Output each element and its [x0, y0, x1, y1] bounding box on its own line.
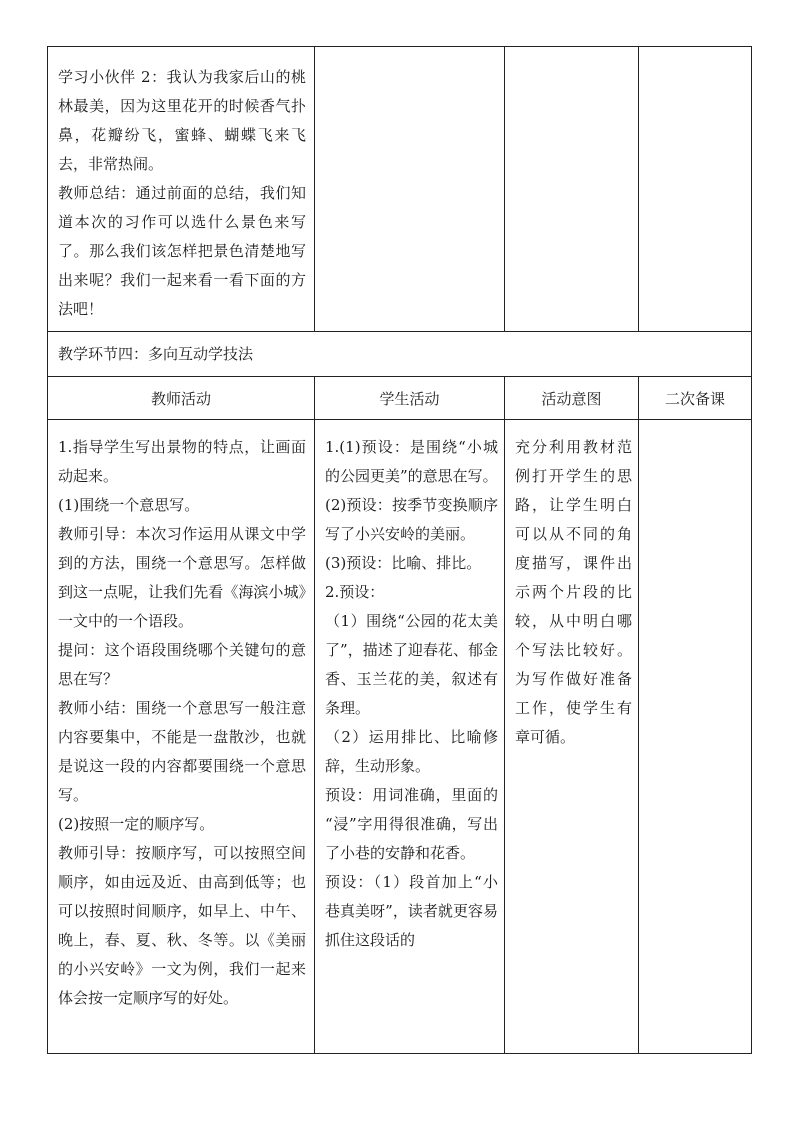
top-intent-cell [505, 47, 639, 332]
top-teacher-paragraph: 教师总结：通过前面的总结，我们知道本次的习作可以选什么景色来写了。那么我们该怎样把景色清楚地写出来呢？我们一起来看一看下面的方法吧！ [58, 184, 306, 318]
main-student-paragraph: （1）围绕“公园的花太美了”，描述了迎春花、郁金香、玉兰花的美，叙述有条理。 [325, 612, 498, 717]
main-teacher-paragraph: 提问：这个语段围绕哪个关键句的意思在写？ [58, 641, 306, 688]
main-student-paragraph: 2.预设： [325, 583, 385, 601]
main-row [48, 420, 752, 1054]
main-student-paragraph: （2）运用排比、比喻修辞，生动形象。 [325, 728, 498, 775]
main-student-cell [315, 420, 505, 1054]
main-student-paragraph: 预设：用词准确，里面的 “浸”字用得很准确，写出了小巷的安静和花香。 [325, 786, 498, 862]
header-activity-intent: 活动意图 [505, 377, 639, 420]
top-teacher-paragraph: 学习小伙伴 2：我认为我家后山的桃林最美，因为这里花开的时候香气扑鼻，花瓣纷飞，蜜蜂、蝴蝶飞来飞去，非常热闹。 [58, 68, 306, 173]
header-teacher-activity: 教师活动 [48, 377, 315, 420]
main-intent-cell [505, 420, 639, 1054]
main-intent-paragraph: 充分利用教材范例打开学生的思路，让学生明白可以从不同的角度描写，课件出示两个片段的比较，从中明白哪个写法比较好。为写作做好准备工作，使学生有章可循。 [515, 438, 632, 746]
main-teacher-paragraph: (1)围绕一个意思写。 [58, 496, 200, 514]
main-teacher-paragraph: (2)按照一定的顺序写。 [58, 815, 215, 833]
section-title: 教学环节四：多向互动学技法 [58, 345, 254, 363]
top-row [48, 47, 752, 332]
main-second-cell [639, 420, 752, 1054]
main-teacher-paragraph: 教师引导：本次习作运用从课文中学到的方法，围绕一个意思写。怎样做到这一点呢，让我们先看《海滨小城》一文中的一个语段。 [58, 525, 306, 630]
section-title-row [48, 332, 752, 377]
top-second-cell [639, 47, 752, 332]
main-teacher-paragraph: 教师小结：围绕一个意思写一般注意内容要集中，不能是一盘散沙，也就是说这一段的内容都要围绕一个意思写。 [58, 699, 306, 804]
main-teacher-cell [48, 420, 315, 1054]
header-row [48, 377, 752, 420]
header-second-preparation: 二次备课 [639, 377, 752, 420]
top-teacher-cell [48, 47, 315, 332]
main-teacher-paragraph: 教师引导：按顺序写，可以按照空间顺序，如由远及近、由高到低等；也可以按照时间顺序，如早上、中午、晚上，春、夏、秋、冬等。以《美丽的小兴安岭》一文为例，我们一起来体会按一定顺序写的好处。 [58, 844, 306, 1007]
main-student-paragraph: (2)预设：按季节变换顺序写了小兴安岭的美丽。 [325, 496, 498, 543]
main-student-paragraph: 预设：（1）段首加上“小巷真美呀”，读者就更容易抓住这段话的 [325, 873, 498, 949]
main-teacher-paragraph: 1.指导学生写出景物的特点，让画面动起来。 [58, 438, 306, 485]
section-title-cell [48, 332, 752, 377]
lesson-plan-table [47, 46, 752, 1054]
top-student-cell [315, 47, 505, 332]
header-student-activity: 学生活动 [315, 377, 505, 420]
main-student-paragraph: 1.(1)预设：是围绕“小城的公园更美”的意思在写。 [325, 438, 498, 485]
main-student-paragraph: (3)预设：比喻、排比。 [325, 554, 482, 572]
